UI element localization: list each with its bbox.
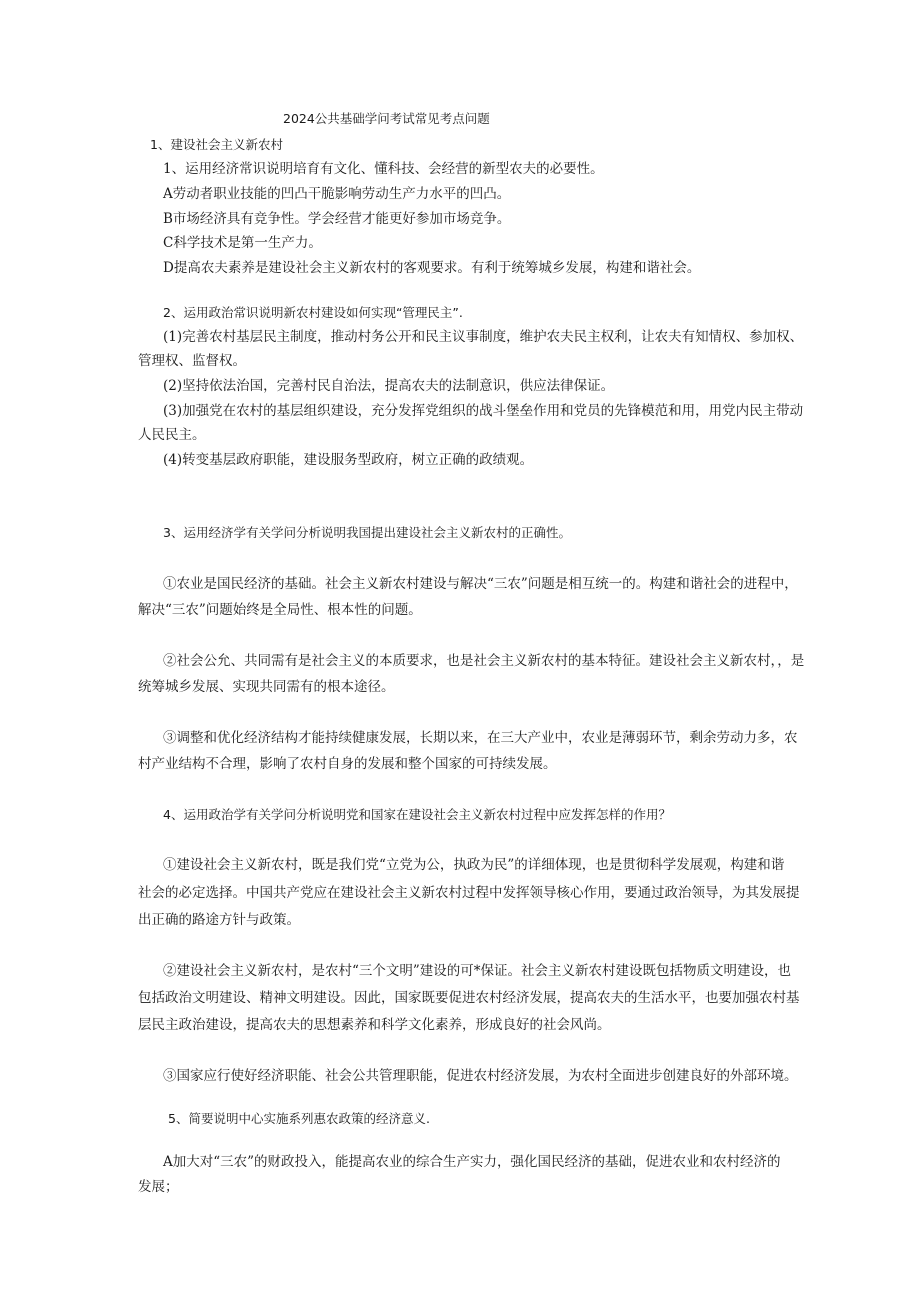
paragraph: 层民主政治建设，提高农夫的思想素养和科学文化素养，形成良好的社会风尚。 [138, 1017, 611, 1033]
paragraph: ②建设社会主义新农村，是农村“三个文明”建设的可*保证。社会主义新农村建设既包括物质文明建设，也 [163, 963, 792, 979]
paragraph: 包括政治文明建设、精神文明建设。因此，国家既要促进农村经济发展，提高农夫的生活水平，也要加强农村基 [138, 990, 800, 1006]
paragraph: ③调整和优化经济结构才能持续健康发展，长期以来，在三大产业中，农业是薄弱环节，剩余劳动力多，农 [163, 730, 798, 746]
paragraph: B市场经济具有竞争性。学会经营才能更好参加市场竞争。 [163, 211, 511, 227]
paragraph: D提高农夫素养是建设社会主义新农村的客观要求。有利于统筹城乡发展，构建和谐社会。 [163, 260, 701, 276]
paragraph: (4)转变基层政府职能，建设服务型政府，树立正确的政绩观。 [163, 452, 534, 468]
paragraph: ③国家应行使好经济职能、社会公共管理职能，促进农村经济发展，为农村全面进步创建良好的外部环境。 [163, 1068, 798, 1084]
paragraph: (1)完善农村基层民主制度，推动村务公开和民主议事制度，维护农夫民主权利，让农夫有知情权、参加权、 [163, 329, 804, 345]
paragraph: 发展； [138, 1179, 179, 1195]
paragraph: (2)坚持依法治国，完善村民自治法，提高农夫的法制意识，供应法律保证。 [163, 378, 615, 394]
paragraph: 人民民主。 [138, 427, 206, 443]
paragraph: ①建设社会主义新农村，既是我们党“立党为公，执政为民”的详细体现，也是贯彻科学发展观，构建和谐 [163, 857, 785, 873]
section-5-heading: 5、简要说明中心实施系列惠农政策的经济意义. [168, 1111, 430, 1126]
paragraph: A劳动者职业技能的凹凸干脆影响劳动生产力水平的凹凸。 [163, 186, 511, 202]
paragraph: (3)加强党在农村的基层组织建设，充分发挥党组织的战斗堡垒作用和党员的先锋模范和用，用党内民主带动 [163, 403, 804, 419]
section-3-heading: 3、运用经济学有关学问分析说明我国提出建设社会主义新农村的正确性。 [163, 525, 571, 540]
paragraph: 社会的必定选择。中国共产党应在建设社会主义新农村过程中发挥领导核心作用，要通过政治领导，为其发展提 [138, 885, 800, 901]
paragraph: 统筹城乡发展、实现共同需有的根本途径。 [138, 679, 395, 695]
page-title: 2024公共基础学问考试常见考点问题 [283, 111, 490, 126]
section-1-heading: 1、建设社会主义新农村 [150, 137, 283, 152]
paragraph: 村产业结构不合理，影响了农村自身的发展和整个国家的可持续发展。 [138, 756, 557, 772]
paragraph: 出正确的路途方针与政策。 [138, 912, 300, 928]
section-2-heading: 2、运用政治常识说明新农村建设如何实现“管理民主”. [163, 305, 463, 320]
paragraph: 管理权、监督权。 [138, 353, 246, 369]
section-4-heading: 4、运用政治学有关学问分析说明党和国家在建设社会主义新农村过程中应发挥怎样的作用？ [163, 807, 671, 822]
paragraph: ②社会公允、共同需有是社会主义的本质要求，也是社会主义新农村的基本特征。建设社会主义新农村，，是 [163, 653, 805, 669]
paragraph: A加大对“三农”的财政投入，能提高农业的综合生产实力，强化国民经济的基础，促进农业和农村经济的 [163, 1154, 781, 1170]
paragraph: C科学技术是第一生产力。 [163, 235, 322, 251]
paragraph: ①农业是国民经济的基础。社会主义新农村建设与解决“三农”问题是相互统一的。构建和谐社会的进程中， [163, 576, 798, 592]
paragraph: 1、运用经济常识说明培育有文化、懂科技、会经营的新型农夫的必要性。 [163, 161, 604, 177]
paragraph: 解决“三农”问题始终是全局性、根本性的问题。 [138, 602, 422, 618]
